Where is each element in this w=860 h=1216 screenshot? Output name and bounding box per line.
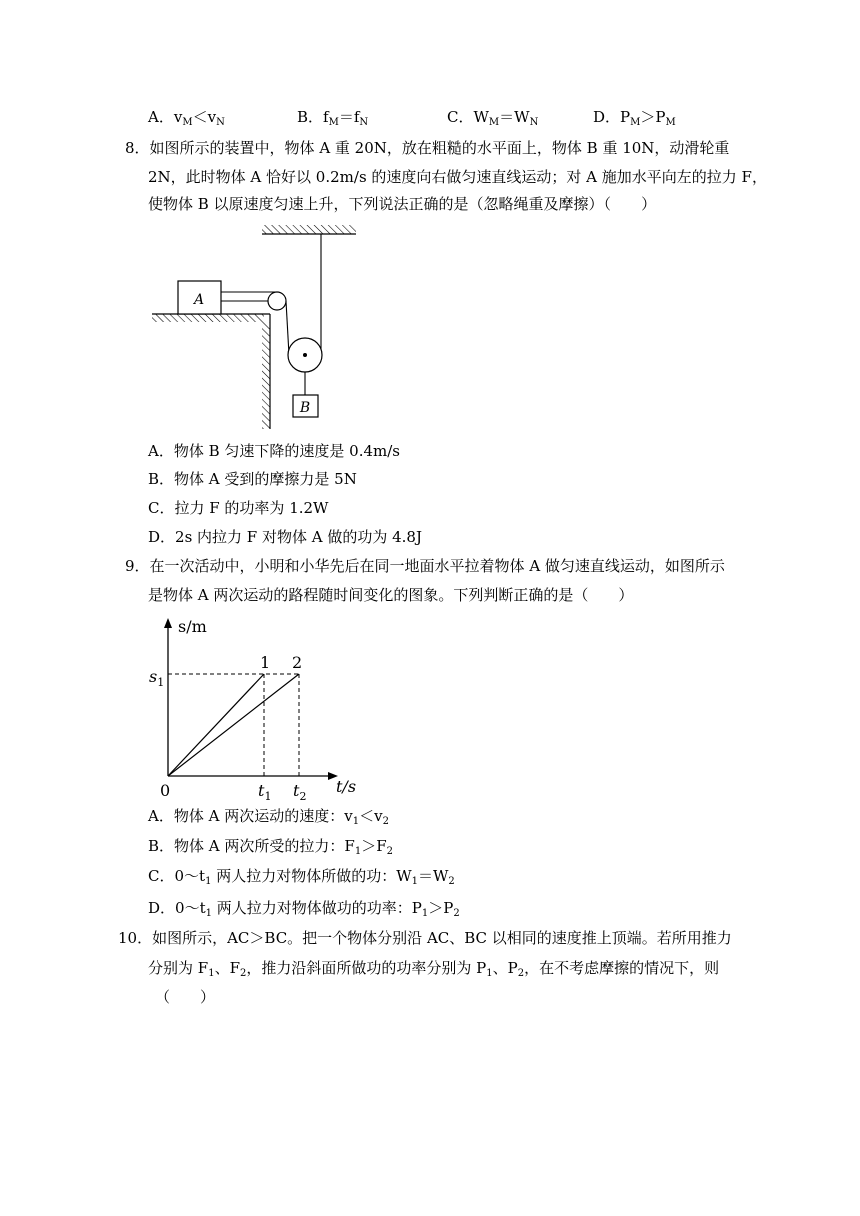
table-hatch (152, 314, 264, 322)
y-axis-label: s/m (178, 617, 207, 636)
ceiling-hatch (262, 225, 356, 234)
q7-option-c[interactable]: C．$W_M=W_N$ (447, 108, 539, 128)
q9-stem-line-2: 是物体 A 两次运动的路程随时间变化的图象。下列判断正确的是（ ） (148, 586, 634, 604)
q10-stem-line-3: （ ） (155, 988, 216, 1006)
q8-option-c[interactable]: C．拉力 F 的功率为 1.2W (148, 499, 329, 517)
q9-option-b[interactable]: B．物体 A 两次所受的拉力：$F_1>F_2$ (148, 837, 393, 857)
block-b-label: B (299, 400, 311, 416)
q8-option-d[interactable]: D．2s 内拉力 F 对物体 A 做的功为 4.8J (148, 528, 422, 546)
q8-option-a[interactable]: A．物体 B 匀速下降的速度是 0.4m/s (148, 442, 400, 460)
q10-stem-line-1: 10．如图所示，AC＞BC。把一个物体分别沿 AC、BC 以相同的速度推上顶端。若所用推力 (118, 929, 732, 947)
s-t-graph (144, 612, 364, 803)
q9-option-c[interactable]: C．$0\sim t_1$ 两人拉力对物体所做的功：$W_1=W_2$ (148, 867, 455, 887)
q7-option-a[interactable]: A．$v_M<v_N$ (148, 108, 225, 128)
s1-label: $s_1$ (149, 667, 165, 689)
q10-stem-line-2: 分别为 $F_1$、$F_2$，推力沿斜面所做功的功率分别为 $P_1$、$P_2$，在不考虑摩擦的情况下，则 (148, 959, 720, 979)
line-1 (168, 674, 264, 776)
q9-stem-line-1: 9．在一次活动中，小明和小华先后在同一地面水平拉着物体 A 做匀速直线运动，如图所示 (125, 557, 725, 575)
q7-option-b[interactable]: B．$f_M=f_N$ (297, 108, 369, 128)
q8-stem-line-1: 8．如图所示的装置中，物体 A 重 20N，放在粗糙的水平面上，物体 B 重 10N，动滑轮重 (125, 139, 730, 157)
q8-stem-line-3: 使物体 B 以原速度匀速上升，下列说法正确的是（忽略绳重及摩擦）（ ） (148, 195, 657, 213)
line-2 (168, 674, 299, 776)
line-1-label: 1 (260, 653, 271, 672)
q8-stem-line-2: 2N，此时物体 A 恰好以 0.2m/s 的速度向右做匀速直线运动；对 A 施加水平向左的拉力 F， (148, 168, 767, 186)
t2-label: $t_2$ (293, 781, 307, 803)
rope-left-down (286, 301, 289, 355)
q9-option-d[interactable]: D．$0\sim t_1$ 两人拉力对物体做功的功率：$P_1>P_2$ (148, 899, 460, 919)
movable-pulley-hub (303, 353, 307, 357)
origin-label: 0 (160, 781, 171, 800)
q7-option-d[interactable]: D．$P_M>P_M$ (593, 108, 676, 128)
wall-hatch (262, 322, 270, 429)
fixed-pulley (268, 292, 286, 310)
line-2-label: 2 (292, 653, 303, 672)
q8-option-b[interactable]: B．物体 A 受到的摩擦力是 5N (148, 470, 357, 488)
block-a-label: A (193, 292, 205, 308)
q9-option-a[interactable]: A．物体 A 两次运动的速度：$v_1<v_2$ (148, 807, 389, 827)
y-axis-arrow (164, 618, 172, 628)
t1-label: $t_1$ (258, 781, 272, 803)
pulley-diagram (148, 222, 360, 432)
x-axis-label: t/s (336, 777, 357, 796)
